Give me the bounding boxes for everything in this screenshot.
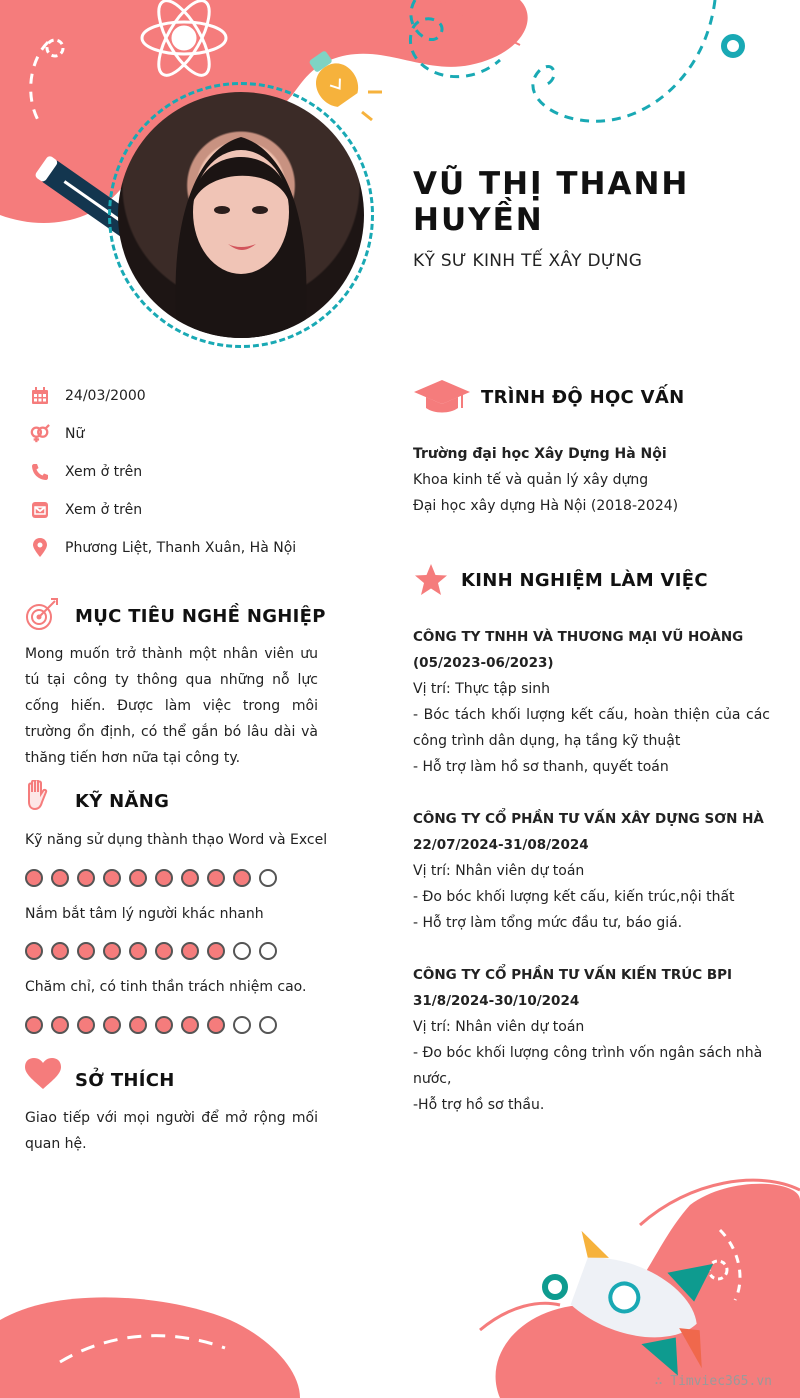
- rating-dot-filled: [103, 869, 121, 887]
- rating-dot-filled: [233, 869, 251, 887]
- rating-dot-empty: [259, 1016, 277, 1034]
- contact-text: Phương Liệt, Thanh Xuân, Hà Nội: [65, 540, 297, 556]
- rating-dot-empty: [233, 942, 251, 960]
- rating-dot-filled: [155, 1016, 173, 1034]
- contact-text: Xem ở trên: [65, 502, 143, 518]
- rating-dot-filled: [129, 869, 147, 887]
- rating-dot-filled: [77, 869, 95, 887]
- rating-dot-empty: [259, 942, 277, 960]
- rating-dot-filled: [207, 869, 225, 887]
- watermark: ∴ Timviec365.vn: [654, 1374, 772, 1389]
- email-icon: [30, 500, 50, 520]
- candidate-name: VŨ THỊ THANH HUYỀN: [413, 166, 690, 238]
- star-icon: [414, 563, 448, 601]
- job-title: KỸ SƯ KINH TẾ XÂY DỰNG: [413, 251, 643, 271]
- contact-text: Xem ở trên: [65, 464, 143, 480]
- location-icon: [30, 538, 50, 558]
- job-period: 22/07/2024-31/08/2024: [413, 837, 589, 853]
- hobbies-title: SỞ THÍCH: [75, 1070, 175, 1091]
- phone-icon: [30, 462, 50, 482]
- objective-text: Mong muốn trở thành một nhân viên ưu tú tại công ty thông qua những nỗ lực cống hiến. Được làm việc trong môi trường ổn định, có thể gắn bó lâu dài và thăng tiến hơn nữa tại công ty.: [25, 646, 318, 766]
- rating-dot-empty: [259, 869, 277, 887]
- job-position: Vị trí: Nhân viên dự toán: [413, 863, 585, 879]
- graduation-cap-icon: [414, 380, 470, 418]
- skill-rating: [25, 942, 277, 960]
- contact-text: Nữ: [65, 426, 85, 442]
- skills-title: KỸ NĂNG: [75, 791, 170, 812]
- rating-dot-filled: [155, 869, 173, 887]
- rating-dot-filled: [181, 1016, 199, 1034]
- rating-dot-filled: [25, 942, 43, 960]
- contact-address: [30, 538, 296, 558]
- rating-dot-filled: [77, 942, 95, 960]
- faculty: Khoa kinh tế và quản lý xây dựng: [413, 472, 649, 488]
- rating-dot-filled: [129, 1016, 147, 1034]
- heart-icon: [25, 1058, 61, 1094]
- calendar-icon: [30, 386, 50, 406]
- job-entry: [413, 624, 770, 780]
- skill-name: Chăm chỉ, có tinh thần trách nhiệm cao.: [25, 979, 307, 995]
- skill-rating: [25, 869, 277, 887]
- degree: Đại học xây dựng Hà Nội (2018-2024): [413, 498, 679, 514]
- job-duty: -Hỗ trợ hồ sơ thầu.: [413, 1097, 545, 1113]
- job-entry: [413, 962, 770, 1118]
- job-period: 31/8/2024-30/10/2024: [413, 993, 580, 1009]
- job-entry: [413, 806, 770, 936]
- rating-dot-filled: [103, 1016, 121, 1034]
- skill-name: Nắm bắt tâm lý người khác nhanh: [25, 906, 264, 922]
- target-icon: [25, 597, 59, 635]
- skill-rating: [25, 1016, 277, 1034]
- rating-dot-filled: [207, 942, 225, 960]
- contact-phone: [30, 462, 142, 482]
- contact-email: [30, 500, 142, 520]
- company-name: CÔNG TY TNHH VÀ THƯƠNG MẠI VŨ HOÀNG: [413, 629, 744, 645]
- rating-dot-filled: [181, 942, 199, 960]
- job-duty: - Bóc tách khối lượng kết cấu, hoàn thiện của các công trình dân dụng, hạ tầng kỹ thuật: [413, 707, 770, 749]
- rating-dot-filled: [129, 942, 147, 960]
- rating-dot-filled: [51, 869, 69, 887]
- school-name: Trường đại học Xây Dựng Hà Nội: [413, 446, 667, 462]
- job-duty: - Đo bóc khối lượng kết cấu, kiến trúc,nội thất: [413, 889, 735, 905]
- contact-gender: [30, 424, 84, 444]
- skill-name: Kỹ năng sử dụng thành thạo Word và Excel: [25, 832, 328, 848]
- rating-dot-filled: [25, 869, 43, 887]
- hand-icon: [25, 780, 49, 816]
- footer-blob-left: [0, 1297, 300, 1398]
- company-name: CÔNG TY CỔ PHẦN TƯ VẤN XÂY DỰNG SƠN HÀ: [413, 811, 764, 827]
- experience-title: KINH NGHIỆM LÀM VIỆC: [461, 570, 708, 591]
- job-position: Vị trí: Nhân viên dự toán: [413, 1019, 585, 1035]
- job-position: Vị trí: Thực tập sinh: [413, 681, 550, 697]
- contact-text: 24/03/2000: [65, 388, 146, 404]
- rating-dot-filled: [25, 1016, 43, 1034]
- rating-dot-filled: [181, 869, 199, 887]
- rating-dot-filled: [51, 1016, 69, 1034]
- rating-dot-filled: [77, 1016, 95, 1034]
- education-title: TRÌNH ĐỘ HỌC VẤN: [481, 387, 685, 408]
- objective-title: MỤC TIÊU NGHỀ NGHIỆP: [75, 606, 326, 627]
- gender-icon: [30, 424, 50, 444]
- job-duty: - Hỗ trợ làm hồ sơ thanh, quyết toán: [413, 759, 669, 775]
- rating-dot-filled: [51, 942, 69, 960]
- ring-icon: [724, 37, 742, 55]
- contact-birthday: [30, 386, 146, 406]
- job-duty: - Hỗ trợ làm tổng mức đầu tư, báo giá.: [413, 915, 683, 931]
- hobbies-text: Giao tiếp với mọi người để mở rộng mối quan hệ.: [25, 1110, 318, 1152]
- job-duty: - Đo bóc khối lượng công trình vốn ngân sách nhà nước,: [413, 1045, 763, 1087]
- rating-dot-empty: [233, 1016, 251, 1034]
- avatar: [118, 92, 364, 338]
- education-block: [413, 441, 770, 519]
- rating-dot-filled: [207, 1016, 225, 1034]
- job-period: (05/2023-06/2023): [413, 655, 554, 671]
- rating-dot-filled: [103, 942, 121, 960]
- company-name: CÔNG TY CỔ PHẦN TƯ VẤN KIẾN TRÚC BPI: [413, 967, 733, 983]
- rating-dot-filled: [155, 942, 173, 960]
